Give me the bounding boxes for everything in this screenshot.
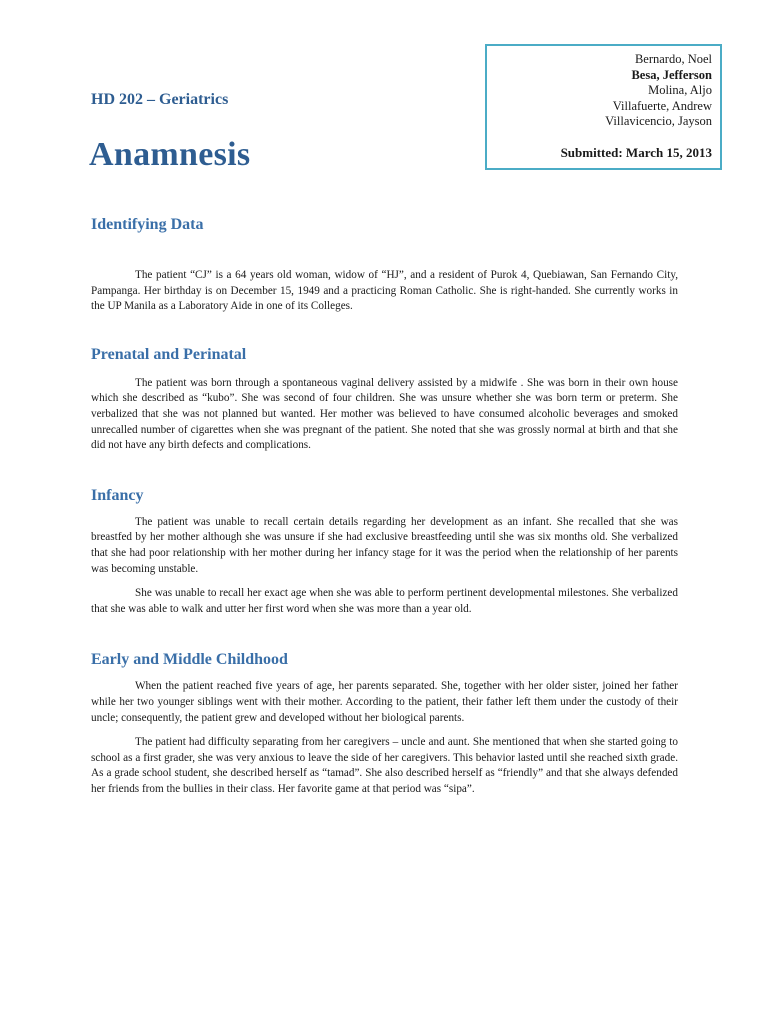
section-identifying-data [91,215,678,315]
paragraph: The patient was unable to recall certain details regarding her development as an infant. She recalled that she was breastfed by her mother although she was unsure if she had exclusive breastfeeding until she was six months old. She verbalized that she had poor relationship with her mother during her infancy stage for it was the period when the relationship of her parents was becoming unstable. [91,515,678,575]
paragraph: The patient had difficulty separating from her caregivers – uncle and aunt. She mentioned that when she started going to school as a first grader, she was very anxious to leave the side of her caregivers. This behavior lasted until she reached sixth grade. As a grade school student, she described herself as “tamad”. She also described herself as “friendly” and that she always defended her friends from the bullies in their class. Her favorite game at that period was “sipa”. [91,736,678,795]
section-heading: Prenatal and Perinatal [91,345,247,363]
section-early-middle-childhood [91,650,678,797]
submission-date: Submitted: March 15, 2013 [560,144,712,160]
paragraph: The patient “CJ” is a 64 years old woman, widow of “HJ”, and a resident of Purok 4, Quebiawan, San Fernando City, Pampanga. Her birthday is on December 15, 1949 and a practicing Roman Catholic. She is right-handed. She currently works in the UP Manila as a Laboratory Aide in one of its Colleges. [91,269,678,313]
section-heading: Identifying Data [91,216,204,233]
document-body [91,215,678,797]
author-name: Villafuerte, Andrew [612,98,712,113]
paragraph: The patient was born through a spontaneous vaginal delivery assisted by a midwife . She was born in their own house which she described as “kubo”. She was second of four children. She was unsure whether she was born term or preterm. She verbalized that she was not planned but wanted. Her mother was believed to have consumed alcoholic beverages and smoked unrecalled number of cigarettes when she was pregnant of the patient. She noted that she was grossly normal at birth and that she did not have any birth defects and complications. [91,376,678,452]
paragraph: She was unable to recall her exact age when she was able to perform pertinent developmental milestones. She verbalized that she was able to walk and utter her first word when she was more than a year old. [91,587,678,615]
section-infancy [91,486,678,618]
section-prenatal-perinatal [91,345,678,454]
document-title: Anamnesis [89,136,251,173]
author-name: Besa, Jefferson [631,67,712,82]
authors-box [485,44,722,170]
section-heading: Early and Middle Childhood [91,651,288,669]
course-title: HD 202 – Geriatrics [91,91,229,108]
paragraph: When the patient reached five years of age, her parents separated. She, together with her older sister, joined her father while her two younger siblings went with their mother. According to the patient, their father left them under the custody of their uncle; consequently, the patient grew and developed without her biological parents. [91,680,678,724]
author-name: Bernardo, Noel [634,52,712,66]
author-name: Villavicencio, Jayson [605,114,712,128]
section-heading: Infancy [91,486,144,504]
author-name: Molina, Aljo [648,83,712,97]
